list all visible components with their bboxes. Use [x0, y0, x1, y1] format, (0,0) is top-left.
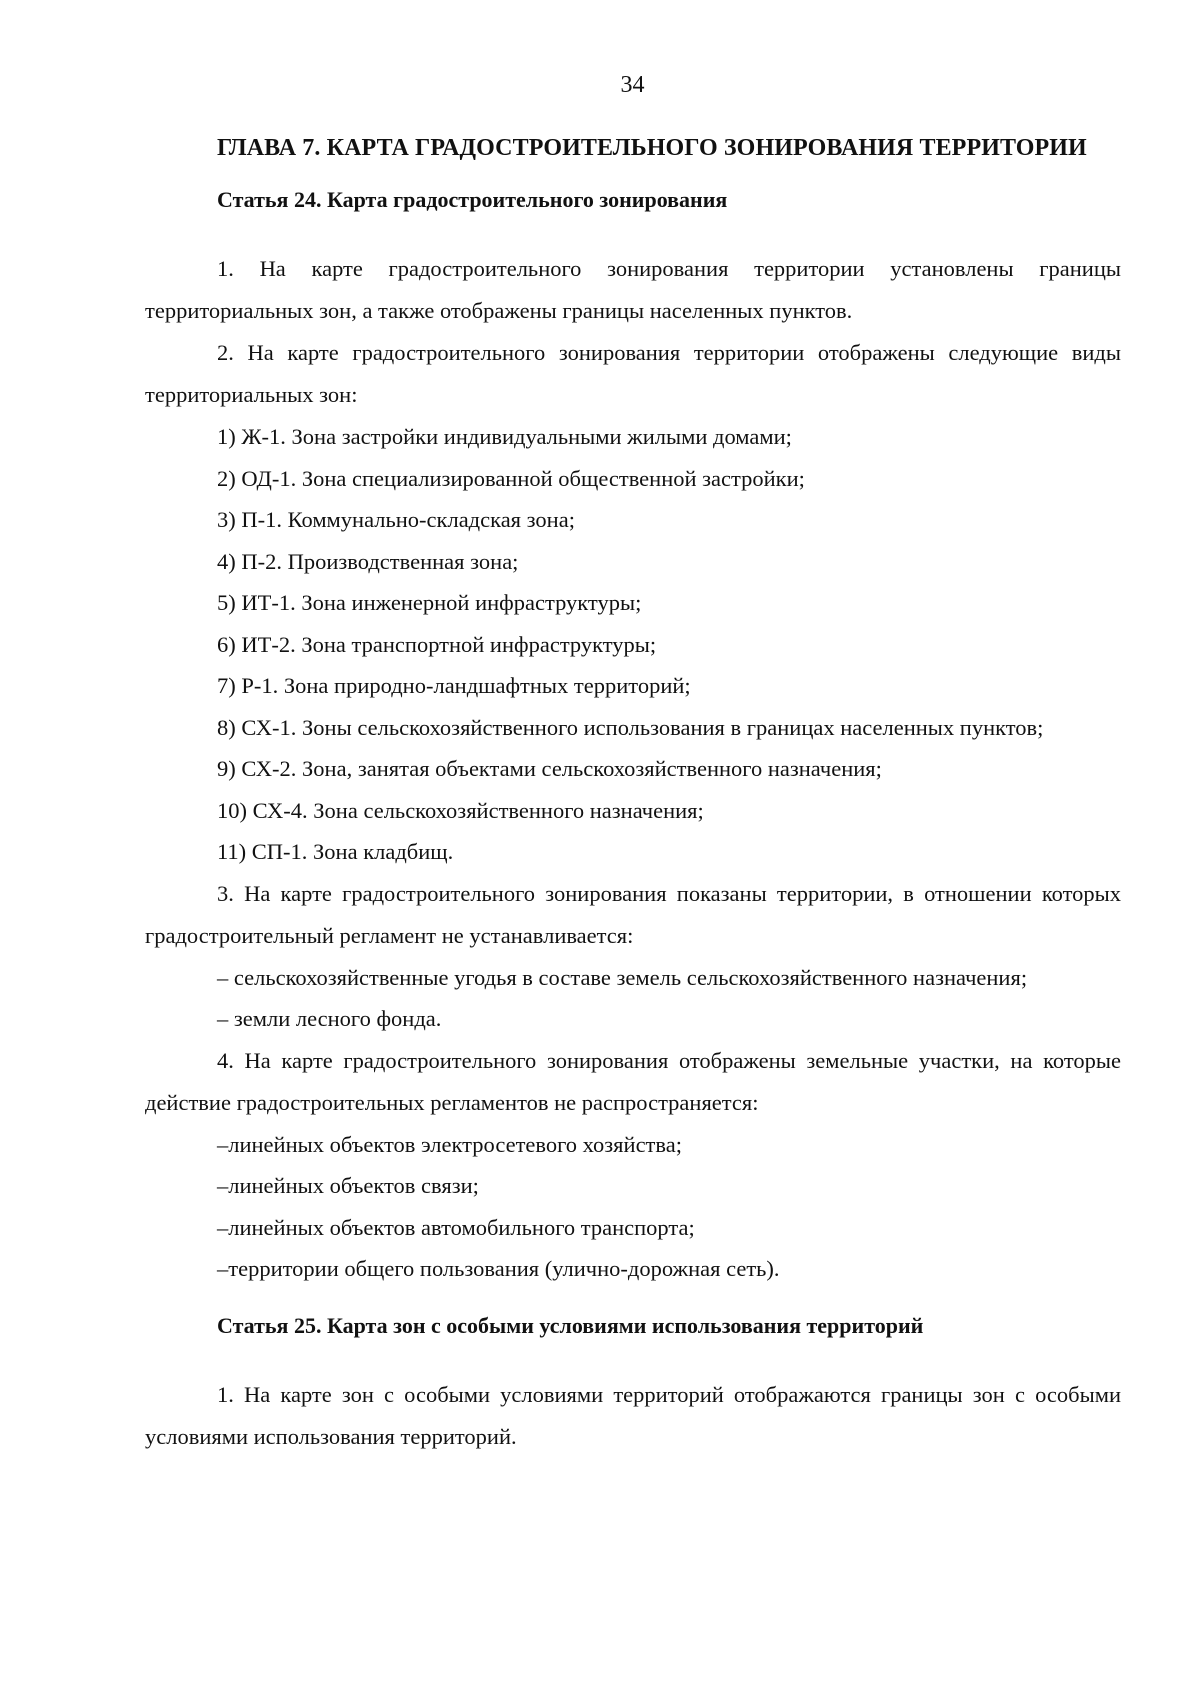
article-25-paragraph-1: 1. На карте зон с особыми условиями территорий отображаются границы зон с особыми условиями использования территорий.	[145, 1381, 1121, 1449]
zone-list-item: 11) СП-1. Зона кладбищ.	[217, 839, 454, 864]
zone-list-item: 9) СХ-2. Зона, занятая объектами сельскохозяйственного назначения;	[217, 756, 882, 781]
excluded-plots-list	[145, 1124, 1121, 1290]
page-number: 34	[620, 72, 645, 98]
list-item: –линейных объектов электросетевого хозяйства;	[217, 1131, 682, 1157]
unregulated-territory-list	[145, 957, 1121, 1040]
zone-list-item: 7) Р-1. Зона природно-ландшафтных территорий;	[217, 673, 691, 698]
list-item: – земли лесного фонда.	[217, 1006, 442, 1031]
article-24-paragraph-3: 3. На карте градостроительного зонирования показаны территории, в отношении которых градостроительный регламент не устанавливается:	[145, 880, 1121, 948]
document-body	[145, 128, 1121, 1458]
zone-list	[145, 416, 1121, 873]
zone-list-item: 2) ОД-1. Зона специализированной общественной застройки;	[217, 465, 805, 491]
article-24-paragraph-4: 4. На карте градостроительного зонирования отображены земельные участки, на которые действие градостроительных регламентов не распространяется:	[145, 1047, 1121, 1115]
article-24-paragraph-1: 1. На карте градостроительного зонирования территории установлены границы территориальных зон, а также отображены границы населенных пунктов.	[145, 256, 1121, 323]
list-item: – сельскохозяйственные угодья в составе земель сельскохозяйственного назначения;	[217, 964, 1028, 990]
list-item: –линейных объектов связи;	[217, 1173, 479, 1198]
zone-list-item: 10) СХ-4. Зона сельскохозяйственного назначения;	[217, 797, 704, 823]
zone-list-item: 4) П-2. Производственная зона;	[217, 548, 519, 574]
chapter-title: ГЛАВА 7. КАРТА ГРАДОСТРОИТЕЛЬНОГО ЗОНИРОВАНИЯ ТЕРРИТОРИИ	[217, 135, 1087, 161]
zone-list-item: 8) СХ-1. Зоны сельскохозяйственного использования в границах населенных пунктов;	[217, 714, 1044, 740]
article-24-title: Статья 24. Карта градостроительного зонирования	[217, 187, 728, 212]
zone-list-item: 6) ИТ-2. Зона транспортной инфраструктуры;	[217, 631, 657, 657]
zone-list-item: 3) П-1. Коммунально-складская зона;	[217, 507, 575, 532]
article-25-title: Статья 25. Карта зон с особыми условиями использования территорий	[217, 1312, 924, 1338]
article-24-paragraph-2: 2. На карте градостроительного зонирования территории отображены следующие виды территориальных зон:	[145, 340, 1121, 407]
list-item: –линейных объектов автомобильного транспорта;	[217, 1214, 695, 1240]
zone-list-item: 5) ИТ-1. Зона инженерной инфраструктуры;	[217, 590, 642, 615]
list-item: –территории общего пользования (улично-дорожная сеть).	[217, 1256, 780, 1281]
zone-list-item: 1) Ж-1. Зона застройки индивидуальными жилыми домами;	[217, 424, 792, 449]
